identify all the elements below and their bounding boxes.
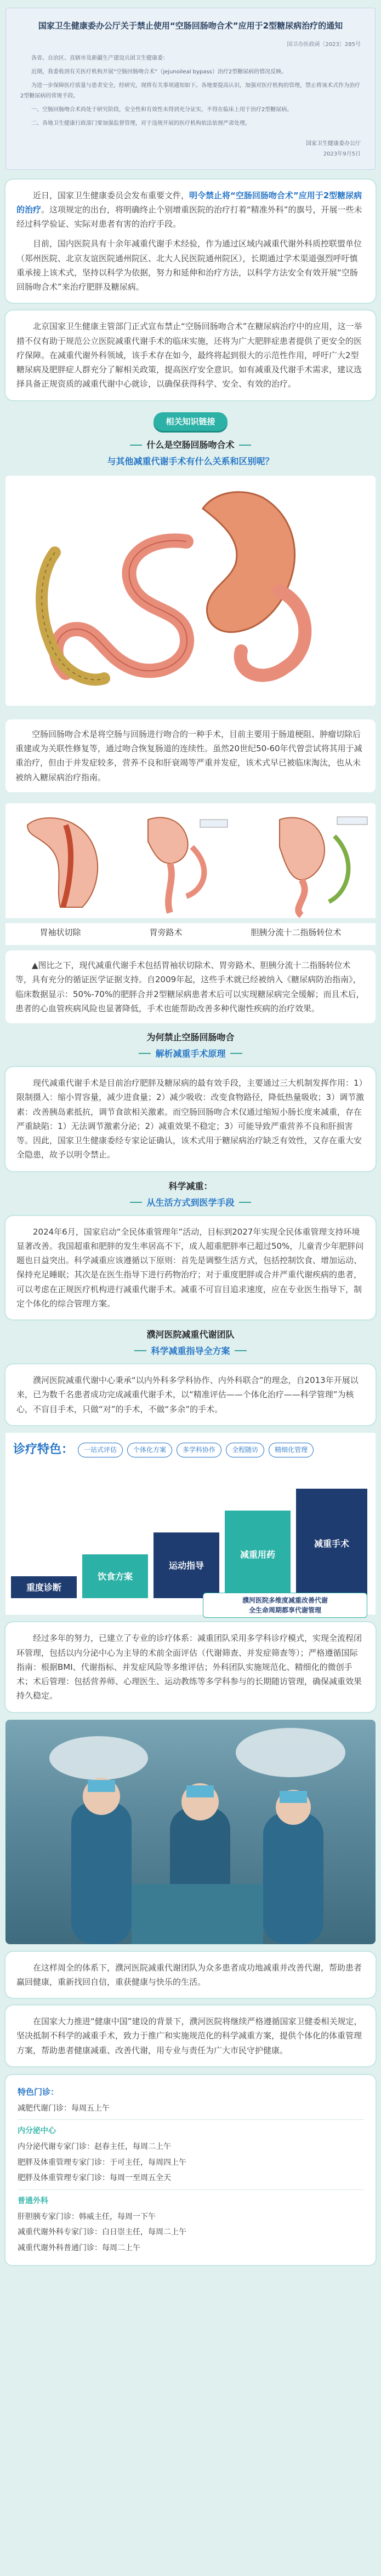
principle-panel xyxy=(5,1067,376,1171)
section3-title: 科学减重： xyxy=(168,1180,213,1191)
notice-line: 各省、自治区、直辖市及新疆生产建设兵团卫生健康委： xyxy=(31,55,168,61)
step-label: 减重手术 xyxy=(314,1538,350,1549)
step-label: 运动指导 xyxy=(168,1560,204,1571)
treatment-steps xyxy=(5,1467,376,1615)
feature-tag: 多学科协作 xyxy=(177,1443,221,1457)
intro-highlight: 明令禁止将“空肠回肠吻合术”应用于2型糖尿病的治疗 xyxy=(16,190,362,215)
weight-management-paragraph: 2024年6月，国家启动“全民体重管理年”活动，目标到2027年实现全民体重管理支持环境显著改善。我国超重和肥胖的发生率居高不下，成人超重肥胖率已超过50%，儿童青少年肥胖问题也日益突出。科学减重应该遵循以下原则：首先是调整生活方式，包括控制饮食、增加运动、保持充足睡眠；其次是在医生指导下进行药物治疗；对于重度肥胖或合并严重代谢疾病的患者，可以考虑在正规医疗机构进行减重代谢手术。减重不可盲目追求速度，应在专业医生指导下，制定个体化的综合管理方案。 xyxy=(16,1226,364,1309)
principle-paragraph: 现代减重代谢手术是目前治疗肥胖及糖尿病的最有效手段，主要通过三大机制发挥作用：1）限制摄入：缩小胃容量，减少进食量；2）减少吸收：改变食物路径，降低热量吸收；3）调节激素：改善胰岛素抵抗，调节食欲相关激素。而空肠回肠吻合术仅通过缩短小肠长度来减重，存在严重缺陷：1）无法调节激素分泌；2）减重效果不稳定；3）可能导致严重营养不良和肝损害等。因此，国家卫生健康委经专家论证确认，该术式用于糖尿病治疗缺乏有效性，又存在重大安全隐患，故予以明令禁止。 xyxy=(16,1078,365,1160)
notice-number: 国卫办医政函〔2023〕285号 xyxy=(287,41,361,48)
section1-title: 什么是空肠回肠吻合术 xyxy=(146,439,235,450)
schedule-item: 减重代谢外科普通门诊：每周二上午 xyxy=(18,2244,140,2252)
steps-note: 濮河医院多维度减重改善代谢 全生命周期都享代谢管理 xyxy=(203,1593,367,1618)
surgery-label: 胃袖状切除 xyxy=(39,927,81,937)
clinic-schedule xyxy=(5,2075,376,2265)
notice-line: 一、空肠回肠吻合术尚处于研究阶段，安全性和有效性未得到充分证实，不得在临床上用于治疗2型糖尿病。 xyxy=(31,106,293,113)
feature-title: 诊疗特色： xyxy=(13,1442,74,1456)
closing-panel xyxy=(5,2006,376,2066)
knowledge-link-pill: 相关知识链接 xyxy=(153,412,227,431)
intro-paragraph-2: 目前，国内医院具有十余年减重代谢手术经验，作为通过区域内减重代谢外科质控联盟单位（郑州医院、北京友谊医院通州院区、北大人民医院通州院区），长期通过学术渠道强烈呼吁慎重承接上该术式，坚持以科学为依据，努力和延伸和治疗方法，以科学方法安全有效开展“空肠回肠吻合术”来治疗肥胖及糖尿病。 xyxy=(16,239,362,292)
schedule-title: 特色门诊： xyxy=(18,2087,59,2097)
notice-line: 为进一步保障医疗质量与患者安全，经研究，现将有关事项通知如下。各地要提高认识，加强对医疗机构的管理，禁止将该术式作为治疗2型糖尿病的常规手段。 xyxy=(20,82,360,99)
operating-room-photo xyxy=(5,1720,376,1944)
surgery-label: 胃旁路术 xyxy=(149,927,183,937)
section-pill-wrap xyxy=(5,412,376,431)
surgery-diagrams xyxy=(5,803,376,918)
team-panel xyxy=(5,1364,376,1425)
result-panel xyxy=(5,1952,376,1998)
intestine-illustration xyxy=(5,476,376,706)
section3-subtitle: 从生活方式到医学手段 xyxy=(146,1197,235,1208)
jib-description-panel xyxy=(5,719,376,792)
step-label: 饮食方案 xyxy=(97,1571,133,1582)
surgery-label: 胆胰分流十二指肠转位术 xyxy=(251,927,342,937)
feature-row xyxy=(5,1433,376,1467)
team-paragraph: 濮河医院减重代谢中心秉承“以内外科多学科协作、内外科联合”的理念，自2013年开展以来，已为数千名患者成功完成减重代谢手术，以“精准评估——个体化治疗——科学管理”为核心，不盲目手术，只做“对”的手术，不做“多余”的手术。 xyxy=(16,1375,359,1414)
closing-paragraph: 在国家大力推进“健康中国”建设的背景下，濮河医院将继续严格遵循国家卫健委相关规定，坚决抵制不科学的减重手术，致力于推广和实施规范化的科学减重方案，提供个体化的体重管理方案，帮助患者健康减重、改善代谢，用专业与责任为广大市民守护健康。 xyxy=(16,2016,362,2055)
jib-description: 空肠回肠吻合术是将空肠与回肠进行吻合的一种手术，目前主要用于肠道梗阻、肿瘤切除后重建或为关联性修复等，通过吻合恢复肠道的连续性。虽然20世纪50-60年代曾尝试将其用于减重治疗，但由于并发症较多，营养不良和肝衰竭等严重并发症，该术式早已被临床淘汰，也从未被纳入糖尿病治疗指南。 xyxy=(15,729,362,782)
official-notice xyxy=(5,8,376,170)
surgery-labels xyxy=(5,923,376,945)
policy-panel xyxy=(5,310,376,400)
step-label: 减重用药 xyxy=(240,1549,276,1560)
schedule-item: 减重代谢外科专家门诊：白日崇主任，每周二上午 xyxy=(18,2228,186,2237)
notice-date: 2023年9月5日 xyxy=(323,151,361,157)
schedule-item: 肥胖及体重管理专家门诊：于可主任，每周四上午 xyxy=(18,2158,186,2167)
surgery-description-panel xyxy=(5,950,376,1023)
intro-panel xyxy=(5,180,376,303)
system-panel xyxy=(5,1622,376,1711)
section2-title: 为何禁止空肠回肠吻合 xyxy=(146,1032,235,1042)
weight-management-panel xyxy=(5,1216,376,1320)
schedule-item: 内分泌代谢专家门诊：赵春主任，每周二上午 xyxy=(18,2142,171,2151)
system-paragraph: 经过多年的努力，已建立了专业的诊疗体系：减重团队采用多学科诊疗模式，实现全流程闭环管理，包括以内分泌中心为主导的术前全面评估（代谢筛查、并发症筛查等）；严格遵循国际指南：根据BMI、代谢指标、并发症风险等多维评估；外科团队实施规范化、精细化的微创手术；术后管理：包括营养师、心理医生、运动教练等多学科参与的长期随访管理，确保减重效果持久稳定。 xyxy=(16,1633,362,1701)
feature-tag: 个体化方案 xyxy=(127,1443,172,1457)
schedule-section: 内分泌中心 xyxy=(18,2127,56,2136)
feature-tag: 精细化管理 xyxy=(269,1443,314,1457)
intro-text: 。这项规定的出台，将明确终止个别增重医院的治疗打着“精准外科”的旗号，开展一些未经过科学验证、实际对患者有害的治疗手段。 xyxy=(16,204,362,229)
section4-head xyxy=(5,1327,376,1359)
section1-head xyxy=(5,437,376,469)
section2-subtitle: 解析减重手术原理 xyxy=(155,1048,226,1059)
policy-paragraph: 北京国家卫生健康主管部门正式宣布禁止“空肠回肠吻合术”在糖尿病治疗中的应用，这一举措不仅有助于规范公立医院减重代谢手术的临床实施，还将为广大肥胖症患者提供了更安全的医疗保障。在减重代谢外科领域，该手术存在如今，最终将起到很大的示范性作用，呼吁广大2型糖尿病及肥胖症人群充分了解相关政策，提高医疗安全意识。如有减重及代谢手术需求，建议选择具备正规资质的减重代谢中心就诊，以确保获得科学、安全、有效的治疗。 xyxy=(16,321,362,389)
notice-signature: 国家卫生健康委办公厅 xyxy=(306,140,361,147)
result-paragraph: 在这样周全的体系下，濮河医院减重代谢团队为众多患者成功地减重并改善代谢，帮助患者赢回健康，重新找回自信，重获健康与快乐的生活。 xyxy=(16,1962,362,1987)
intro-text: 近日，国家卫生健康委员会发布重要文件， xyxy=(33,190,190,200)
schedule-item: 肝胆胰专家门诊：韩威主任，每周一下午 xyxy=(18,2212,156,2221)
step-label: 重度诊断 xyxy=(26,1582,62,1593)
notice-line: 近期，我委收到有关医疗机构开展“空肠回肠吻合术”（jejunoileal bypass）治疗2型糖尿病的情况反映。 xyxy=(31,68,287,75)
section4-title: 濮河医院减重代谢团队 xyxy=(146,1329,235,1340)
section2-head xyxy=(5,1030,376,1062)
section1-subtitle: 与其他减重代谢手术有什么关系和区别呢？ xyxy=(107,456,274,466)
feature-tag: 全程随访 xyxy=(226,1443,264,1457)
feature-tag: 一站式评估 xyxy=(78,1443,123,1457)
schedule-item: 减肥代谢门诊：每周五上午 xyxy=(18,2104,110,2113)
section3-head xyxy=(5,1179,376,1211)
section4-subtitle: 科学减重指导全方案 xyxy=(151,1346,230,1356)
notice-line: 二、各地卫生健康行政部门要加强监督管理，对于违规开展的医疗机构依法依规严肃处理。 xyxy=(31,120,251,126)
notice-title: 国家卫生健康委办公厅关于禁止使用“空肠回肠吻合术”应用于2型糖尿病治疗的通知 xyxy=(38,21,343,31)
schedule-section: 普通外科 xyxy=(18,2196,48,2205)
schedule-item: 肥胖及体重管理专家门诊：每周一至周五全天 xyxy=(18,2174,171,2183)
surgery-description: ▲图比之下，现代减重代谢手术包括胃袖状切除术、胃旁路术、胆胰分流十二指肠转位术等，具有充分的循证医学证据支持。自2009年起，这些手术就已经被纳入《糖尿病防治指南》，临床数据显示：50%-70%的肥胖合并2型糖尿病患者术后可以实现糖尿病完全缓解；而且术后，患者的心血管疾病风险也显著降低，手术也能帮助改善多种代谢性疾病的治疗效果。 xyxy=(15,960,365,1013)
intro-paragraph xyxy=(16,188,365,232)
